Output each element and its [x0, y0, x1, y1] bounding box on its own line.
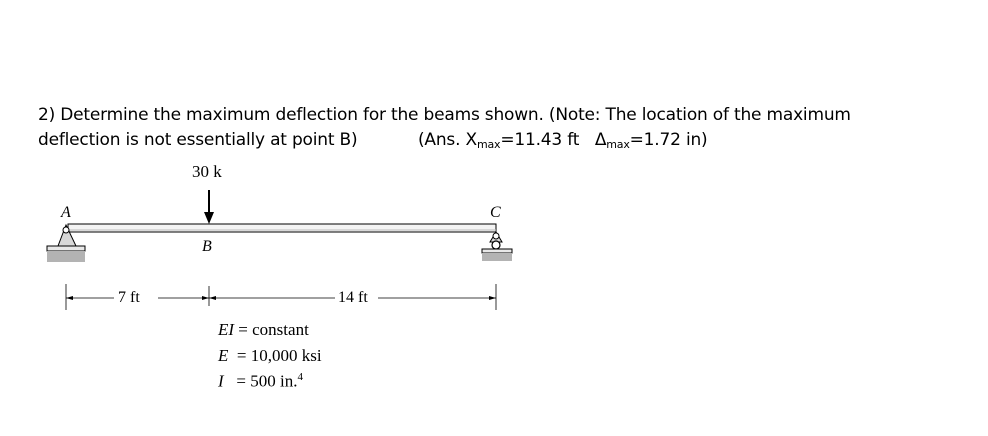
roller-support-c [482, 232, 512, 261]
property-i [218, 371, 303, 392]
property-i-exponent: 4 [297, 371, 303, 383]
load-label: 30 k [192, 162, 222, 181]
property-i-name: I [218, 371, 224, 391]
property-e-name: E [218, 346, 229, 365]
x-max-subscript: max [476, 138, 501, 151]
beam [68, 224, 496, 232]
span-ab-label: 7 ft [118, 289, 140, 306]
question-line-2: deflection is not essentially at point B) [38, 130, 358, 150]
span-bc-label: 14 ft [338, 289, 368, 306]
point-a-label: A [61, 204, 71, 221]
delta-symbol: Δ [594, 130, 607, 150]
property-i-value: = 500 in. [236, 371, 298, 391]
delta-max-subscript: max [606, 138, 630, 151]
point-c-label: C [490, 204, 501, 221]
question-line-1: 2) Determine the maximum deflection for the beams shown. (Note: The location of the maximum [38, 105, 851, 125]
answer-prefix: (Ans. X [418, 130, 477, 150]
property-ei [218, 320, 309, 340]
property-e [218, 346, 322, 366]
x-max-value: =11.43 ft [500, 130, 580, 150]
property-ei-value: = constant [238, 320, 309, 339]
load-arrow [204, 190, 214, 224]
point-b-label: B [202, 238, 212, 255]
property-ei-name: EI [218, 320, 235, 339]
property-e-value: = 10,000 ksi [236, 346, 322, 365]
delta-max-value: =1.72 in) [629, 130, 708, 150]
